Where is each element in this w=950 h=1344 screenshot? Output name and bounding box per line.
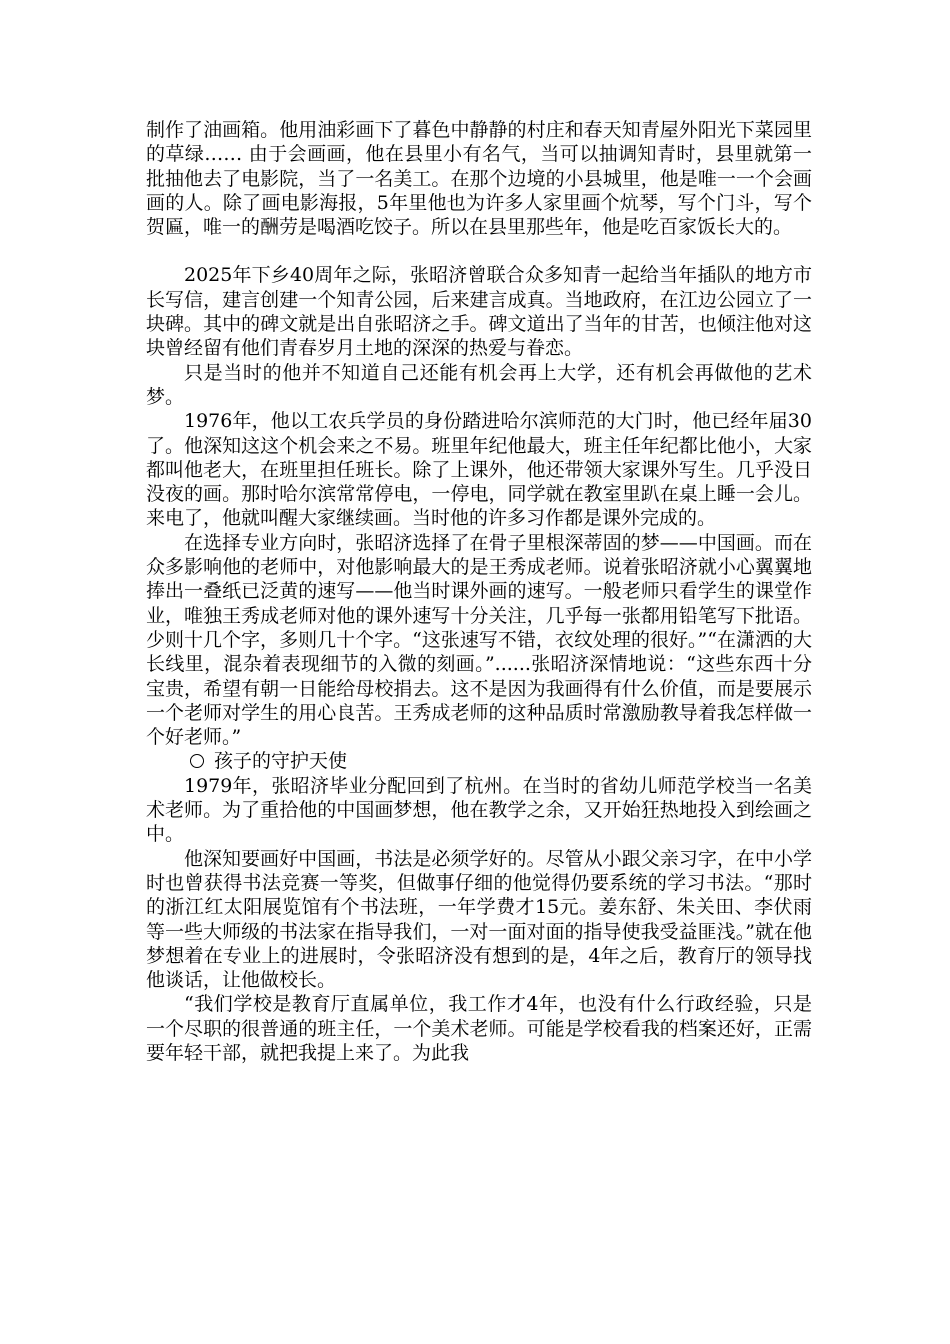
paragraph: 1979年，张昭济毕业分配回到了杭州。在当时的省幼儿师范学校当一名美术老师。为了重拾他的中国画梦想，他在教学之余，又开始狂热地投入到绘画之中。: [146, 774, 812, 846]
circle-bullet-icon: [190, 754, 204, 768]
paragraph: 在选择专业方向时，张昭济选择了在骨子里根深蒂固的梦——中国画。而在众多影响他的老师中，对他影响最大的是王秀成老师。说着张昭济就小心翼翼地捧出一叠纸已泛黄的速写——他当时课外画的速写。一般老师只看学生的课堂作业，唯独王秀成老师对他的课外速写十分关注，几乎每一张都用铅笔写下批语。少则十几个字，多则几十个字。“这张速写不错，衣纹处理的很好。”“在潇洒的大长线里，混杂着表现细节的入微的刻画。”......张昭济深情地说：“这些东西十分宝贵，希望有朝一日能给母校捐去。这不是因为我画得有什么价值，而是要展示一个老师对学生的用心良苦。王秀成老师的这种品质时常激励教导着我怎样做一个好老师。”: [146, 531, 812, 749]
paragraph: 制作了油画箱。他用油彩画下了暮色中静静的村庄和春天知青屋外阳光下菜园里的草绿…… 由于会画画，他在县里小有名气，当可以抽调知青时，县里就第一批抽他去了电影院，当了一名美工。在那个边境的小县城里，他是唯一一个会画画的人。除了画电影海报，5年里他也为许多人家里画个炕琴，写个门斗，写个贺匾，唯一的酬劳是喝酒吃饺子。所以在县里那些年，他是吃百家饭长大的。: [146, 119, 812, 239]
paragraph: 2025年下乡40周年之际，张昭济曾联合众多知青一起给当年插队的地方市长写信，建言创建一个知青公园，后来建言成真。当地政府，在江边公园立了一块碑。其中的碑文就是出自张昭济之手。碑文道出了当年的甘苦，也倾注他对这块曾经留有他们青春岁月土地的深深的热爱与眷恋。: [146, 264, 812, 360]
paragraph: “我们学校是教育厅直属单位，我工作才4年，也没有什么行政经验，只是一个尽职的很普通的班主任，一个美术老师。可能是学校看我的档案还好，正需要年轻干部，就把我提上来了。为此我: [146, 993, 812, 1064]
paragraph: 只是当时的他并不知道自己还能有机会再上大学，还有机会再做他的艺术梦。: [146, 361, 812, 408]
paragraph: 1976年，他以工农兵学员的身份踏进哈尔滨师范的大门时，他已经年届30了。他深知这这个机会来之不易。班里年纪他最大，班主任年纪都比他小，大家都叫他老大，在班里担任班长。除了上课外，他还带领大家课外写生。几乎没日没夜的画。那时哈尔滨常常停电，一停电，同学就在教室里趴在桌上睡一会儿。来电了，他就叫醒大家继续画。当时他的许多习作都是课外完成的。: [146, 410, 812, 530]
section-heading: [146, 749, 812, 773]
section-heading-text: 孩子的守护天使: [214, 750, 348, 773]
document-page: [146, 118, 812, 1065]
paragraph: 他深知要画好中国画，书法是必须学好的。尽管从小跟父亲习字，在中小学时也曾获得书法竞赛一等奖，但做事仔细的他觉得仍要系统的学习书法。“那时的浙江红太阳展览馆有个书法班，一年学费才15元。姜东舒、朱关田、李伏雨等一些大师级的书法家在指导我们，一对一面对面的指导使我受益匪浅。”就在他梦想着在专业上的进展时，令张昭济没有想到的是，4年之后，教育厅的领导找他谈话，让他做校长。: [146, 847, 812, 992]
